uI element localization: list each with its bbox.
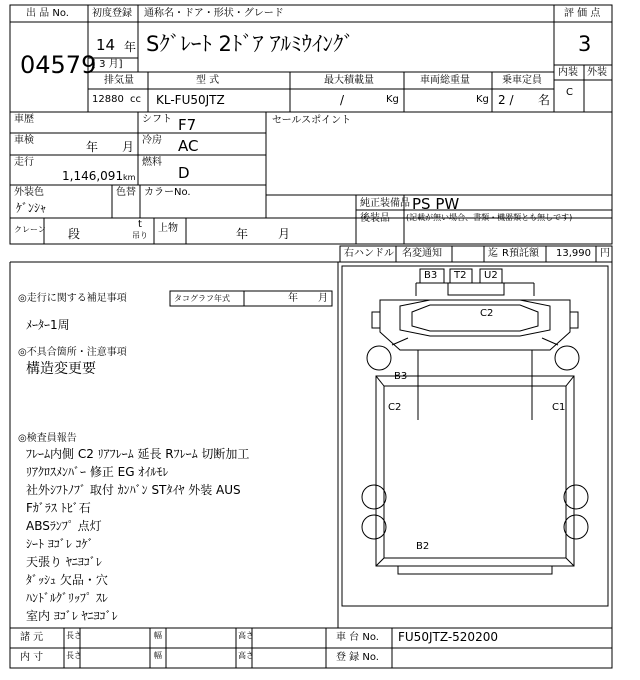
crane-t-unit: t (138, 219, 142, 230)
first-reg-label: 初度登録 (92, 8, 132, 19)
truck-diagram (362, 269, 588, 574)
interior-height-label: 高さ (238, 651, 254, 660)
exterior-label: 外装 (587, 67, 607, 78)
interior-width-label: 幅 (154, 651, 162, 660)
color-code-label: カラーNo. (144, 187, 191, 198)
inspector-line: ﾌﾚｰﾑ内側 C2 ﾘｱﾌﾚｰﾑ 延長 Rﾌﾚｰﾑ 切断加工 (26, 447, 250, 461)
displacement-unit: cc (130, 94, 141, 105)
capacity-unit: 名 (538, 93, 551, 107)
inspection-year-unit: 年 (86, 140, 99, 154)
inspection-label: 車検 (14, 135, 34, 146)
displacement-label: 排気量 (104, 75, 134, 86)
first-reg-year-unit: 年 (124, 40, 137, 54)
sales-point-label: セールスポイント (272, 115, 352, 126)
shift-value: F7 (178, 116, 197, 134)
inspector-line: ABSﾗﾝﾌﾟ 点灯 (26, 519, 102, 533)
std-equipment-value: PS PW (412, 195, 460, 213)
inspector-line: 室内 ﾖｺﾞﾚ ﾔﾆﾖｺﾞﾚ (26, 609, 118, 623)
tacho-year-unit: 年 (288, 293, 298, 304)
inspector-label: ◎検査員報告 (18, 433, 77, 444)
r-estimate-label: R預託額 (502, 248, 539, 259)
aftermarket-label: 後装品 (360, 213, 390, 224)
dims-width-label: 幅 (154, 631, 162, 640)
damage-mark: U2 (484, 270, 498, 281)
damage-mark: T2 (454, 270, 467, 281)
first-reg-year: 14 (96, 36, 116, 54)
score-label: 評 価 点 (564, 8, 601, 19)
score-value: 3 (578, 32, 592, 56)
inspector-line: ﾀﾞｯｼｭ 欠品・穴 (26, 573, 108, 587)
inspector-line: 社外ｼﾌﾄﾉﾌﾞ 取付 ｶﾝﾊﾞﾝ STﾀｲﾔ 外装 AUS (26, 483, 241, 497)
ext-color-label: 外装色 (14, 187, 44, 198)
ext-color-value: ｹﾞﾝｼｬ (16, 201, 47, 215)
name-label: 通称名・ドア・形状・グレード (144, 8, 284, 19)
gross-weight-unit: Kg (476, 94, 489, 105)
crane-stage-unit: 段 (68, 227, 81, 241)
gross-weight-label: 車両総重量 (420, 75, 470, 86)
interior-score: C (566, 87, 573, 98)
defects-note: 構造変更要 (26, 361, 96, 377)
std-equipment-label: 純正装備品 (360, 198, 410, 209)
damage-mark: C2 (480, 308, 494, 319)
damage-mark: B2 (416, 541, 430, 552)
lot-no: 04579 (20, 51, 97, 79)
tachograph-label: タコグラフ年式 (174, 294, 230, 303)
chassis-no-label: 車 台 No. (336, 632, 379, 643)
crane-year-unit: 年 (236, 227, 249, 241)
capacity-label: 乗車定員 (502, 75, 542, 86)
rhd-label: 右ハンドル (344, 248, 394, 259)
r-estimate-value: 13,990 (556, 248, 591, 259)
name-change-label: 名変通知 (402, 248, 442, 259)
inspection-month-unit: 月 (122, 140, 135, 154)
aircon-value: AC (178, 137, 199, 155)
fuel-label: 燃料 (142, 157, 162, 168)
tacho-month-unit: 月 (318, 293, 328, 304)
dims-length-label: 長さ (66, 631, 82, 640)
fuel-value: D (178, 164, 190, 182)
first-reg-month: [ 3 月] (92, 59, 123, 70)
shift-label: シフト (142, 114, 172, 125)
color-no-label: 色替 (116, 187, 136, 198)
mileage-value: 1,146,091 (62, 169, 124, 183)
driving-label: ◎走行に関する補足事項 (18, 293, 127, 304)
inspector-line: ﾊﾝﾄﾞﾙｸﾞﾘｯﾌﾟ ｽﾚ (26, 591, 108, 605)
reg-no-label: 登 録 No. (336, 652, 379, 663)
remarks-char: 迄 (488, 248, 498, 259)
inspector-line: Fｶﾞﾗｽ ﾄﾋﾞ石 (26, 501, 91, 515)
damage-mark: C1 (552, 402, 566, 413)
max-load-unit: Kg (386, 94, 399, 105)
crane-top-label: 上物 (158, 223, 178, 234)
chassis-no: FU50JTZ-520200 (398, 630, 498, 644)
inspector-line: ﾘｱｸﾛｽﾒﾝﾊﾞｰ 修正 EG ｵｲﾙﾓﾚ (26, 465, 169, 479)
model-code: KL-FU50JTZ (156, 93, 225, 107)
crane-label: クレーン (14, 225, 46, 234)
aftermarket-note: (記載が無い場合、書類・機器類とも無しです) (406, 213, 573, 222)
interior-length-label: 長さ (66, 651, 82, 660)
max-load-value: / (340, 93, 345, 107)
driving-note: ﾒｰﾀｰ1周 (26, 318, 70, 332)
inspector-line: ｼｰﾄ ﾖｺﾞﾚ ｺｹﾞ (26, 537, 94, 551)
displacement-value: 12880 (92, 94, 124, 105)
dims-label: 諸 元 (20, 632, 44, 643)
interior-label: 内装 (558, 67, 578, 78)
damage-mark: B3 (424, 270, 438, 281)
capacity-value: 2 / (498, 93, 514, 107)
vehicle-name: Sｸﾞﾚｰﾄ 2ﾄﾞｱ ｱﾙﾐｳｲﾝｸﾞ (146, 32, 355, 56)
dims-height-label: 高さ (238, 631, 254, 640)
mileage-label: 走行 (14, 157, 34, 168)
inspector-line: 天張り ﾔﾆﾖｺﾞﾚ (26, 555, 102, 569)
lot-no-label: 出 品 No. (26, 8, 69, 19)
history-label: 車歴 (14, 114, 34, 125)
crane-hanging-unit: 吊り (132, 231, 148, 240)
aircon-label: 冷房 (142, 135, 162, 146)
damage-mark: B3 (394, 371, 408, 382)
mileage-unit: km (123, 173, 136, 182)
yen-unit: 円 (600, 248, 610, 259)
crane-month-unit: 月 (278, 227, 291, 241)
interior-dims-label: 内 寸 (20, 652, 44, 663)
defects-label: ◎不具合箇所・注意事項 (18, 347, 127, 358)
model-label: 型 式 (196, 75, 220, 86)
max-load-label: 最大積載量 (324, 75, 374, 86)
damage-mark: C2 (388, 402, 402, 413)
